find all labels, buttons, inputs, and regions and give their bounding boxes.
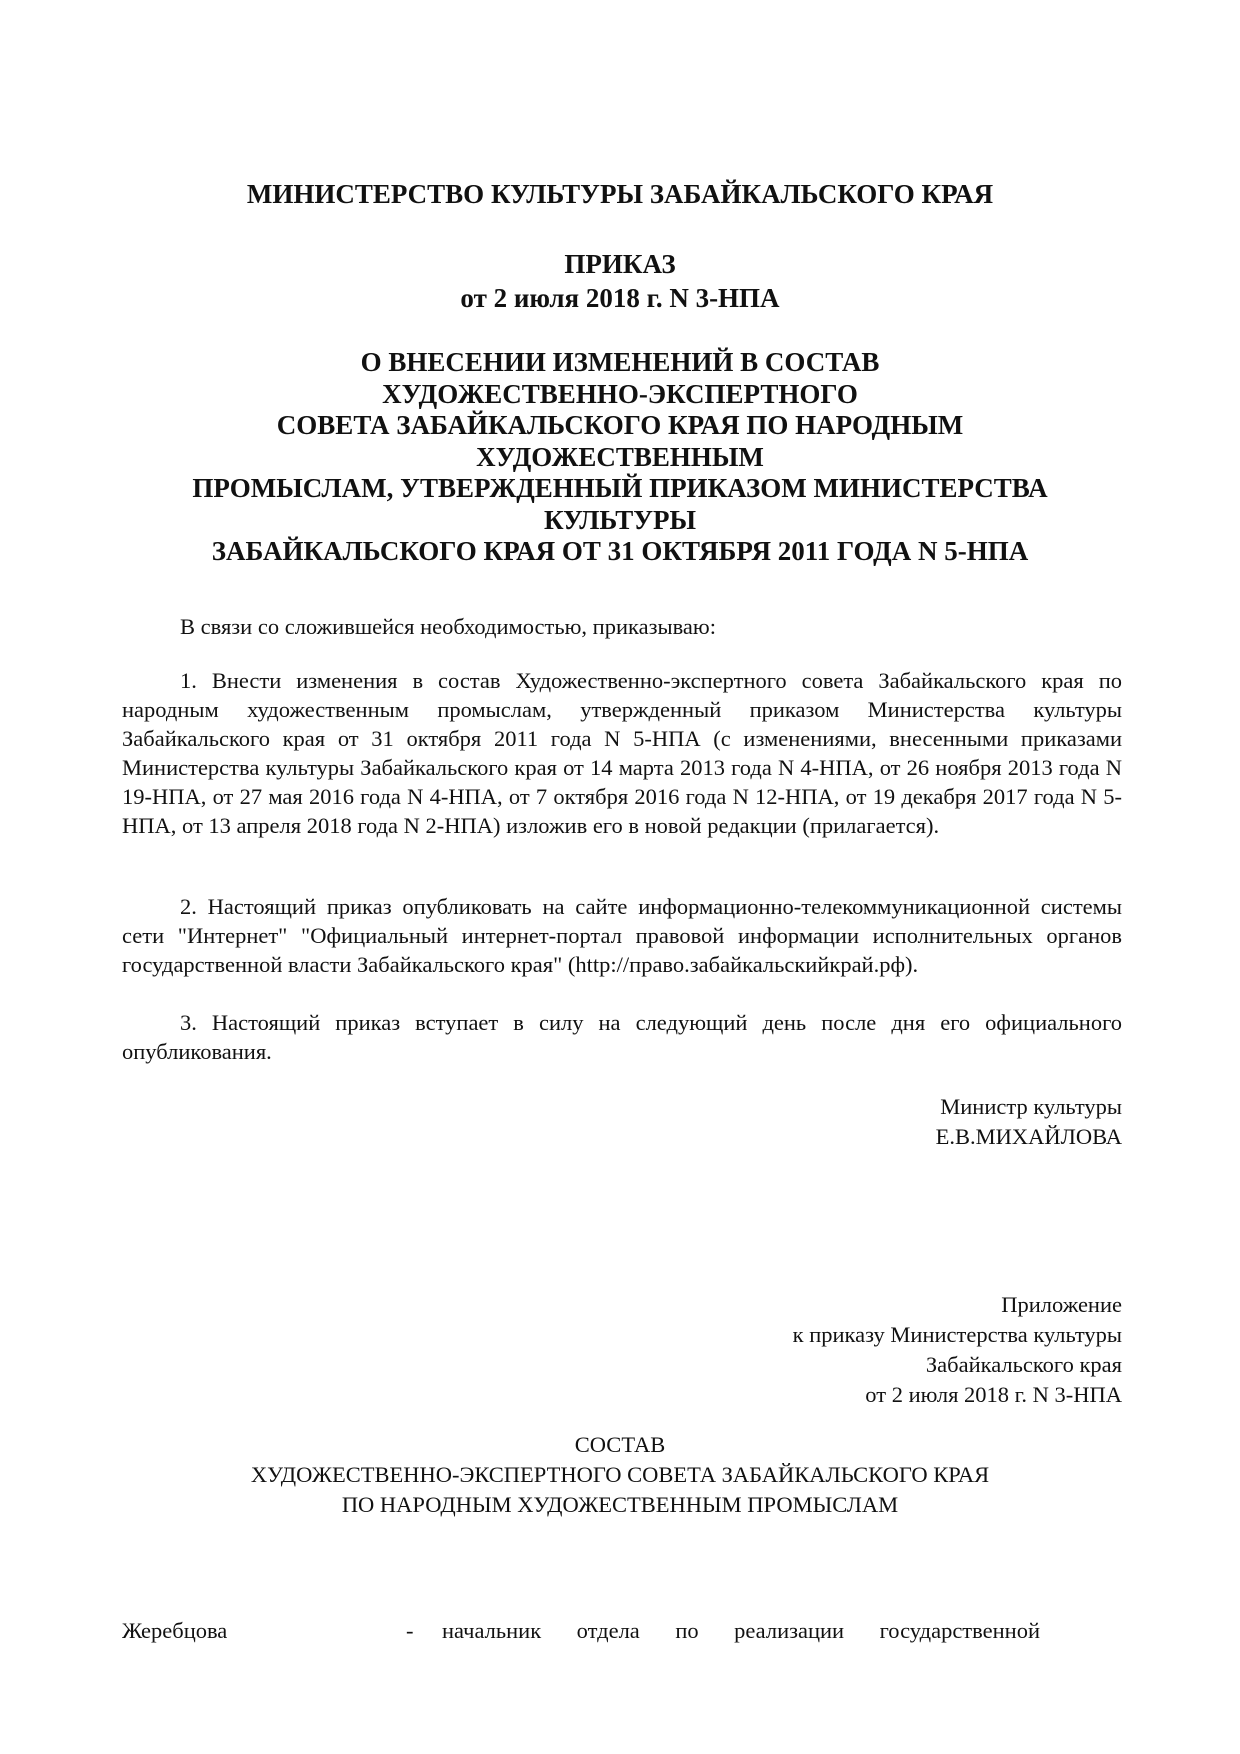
appendix-line: к приказу Министерства культуры [792, 1322, 1122, 1347]
composition-line: ПО НАРОДНЫМ ХУДОЖЕСТВЕННЫМ ПРОМЫСЛАМ [341, 1492, 899, 1517]
paragraph-1: 1. Внести изменения в состав Художественно-экспертного совета Забайкальского края по народным художественным промыслам, утвержденный приказом Министерства культуры Забайкальского края от 31 октября 2011 года N 5-НПА (с изменениями, внесенными приказами Министерства культуры Забайкальского края от 14 марта 2013 года N 4-НПА, от 26 ноября 2013 года N 19-НПА, от 27 мая 2016 года N 4-НПА, от 7 октября 2016 года N 12-НПА, от 19 декабря 2017 года N 5-НПА, от 13 апреля 2018 года N 2-НПА) изложив его в новой редакции (прилагается). [122, 668, 1122, 838]
ministry-heading: МИНИСТЕРСТВО КУЛЬТУРЫ ЗАБАЙКАЛЬСКОГО КРАЯ [246, 179, 994, 209]
order-date-number: от 2 июля 2018 г. N 3-НПА [460, 283, 780, 313]
signature-block [936, 1092, 1122, 1152]
appendix-line: Приложение [1001, 1292, 1122, 1317]
subject-line: ХУДОЖЕСТВЕННЫМ [476, 441, 764, 472]
signatory-position: Министр культуры [940, 1094, 1122, 1119]
member-role: начальник отдела по реализации государственной [442, 1618, 1040, 1643]
subject-line: ХУДОЖЕСТВЕННО-ЭКСПЕРТНОГО [382, 378, 858, 409]
signatory-name: Е.В.МИХАЙЛОВА [935, 1124, 1122, 1149]
order-subject [120, 347, 1120, 568]
subject-line: ПРОМЫСЛАМ, УТВЕРЖДЕННЫЙ ПРИКАЗОМ МИНИСТЕРСТВА [192, 473, 1048, 503]
composition-heading [120, 1430, 1120, 1520]
appendix-line: Забайкальского края [925, 1352, 1122, 1377]
composition-line: ХУДОЖЕСТВЕННО-ЭКСПЕРТНОГО СОВЕТА ЗАБАЙКАЛЬСКОГО КРАЯ [250, 1462, 990, 1487]
appendix-line: от 2 июля 2018 г. N 3-НПА [865, 1382, 1122, 1407]
member-name: Жеребцова [122, 1618, 228, 1643]
paragraph-3: 3. Настоящий приказ вступает в силу на следующий день после дня его официального опубликования. [122, 1010, 1122, 1064]
intro-paragraph: В связи со сложившейся необходимостью, приказываю: [180, 614, 716, 639]
order-title: ПРИКАЗ [564, 249, 676, 279]
paragraph-2: 2. Настоящий приказ опубликовать на сайте информационно-телекоммуникационной системы сети "Интернет" "Официальный интернет-портал правовой информации исполнительных органов государственной власти Забайкальского края" (http://право.забайкальскийкрай.рф). [122, 894, 1122, 977]
subject-line: СОВЕТА ЗАБАЙКАЛЬСКОГО КРАЯ ПО НАРОДНЫМ [276, 410, 964, 440]
subject-line: ЗАБАЙКАЛЬСКОГО КРАЯ ОТ 31 ОКТЯБРЯ 2011 ГОДА N 5-НПА [211, 536, 1029, 566]
subject-line: КУЛЬТУРЫ [543, 504, 697, 535]
appendix-block [793, 1290, 1122, 1410]
composition-title: СОСТАВ [574, 1432, 666, 1457]
member-dash: - [406, 1618, 414, 1643]
subject-line: О ВНЕСЕНИИ ИЗМЕНЕНИЙ В СОСТАВ [360, 347, 880, 377]
